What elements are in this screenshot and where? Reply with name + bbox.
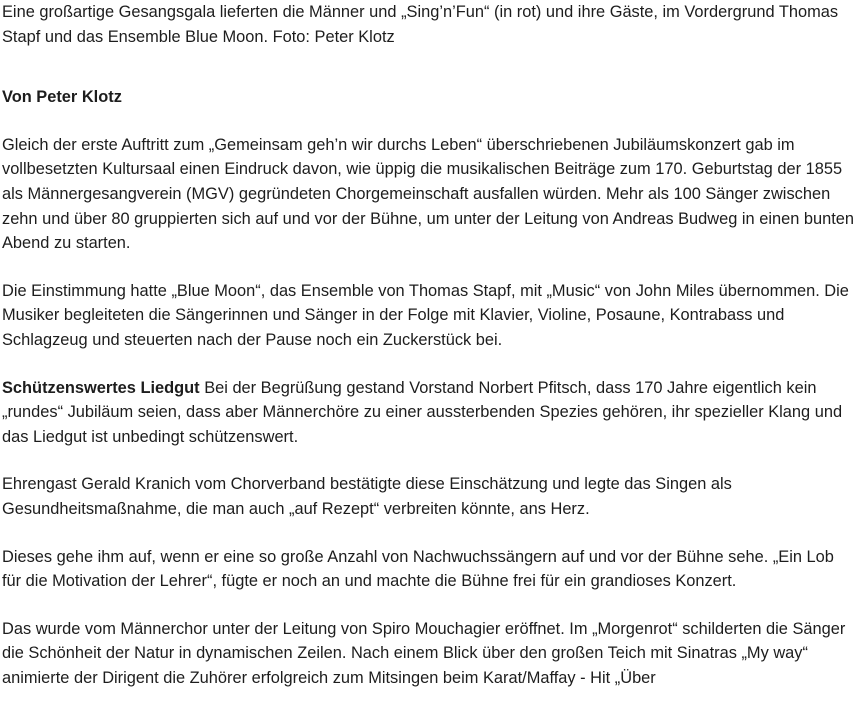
- paragraph-text: Gleich der erste Auftritt zum „Gemeinsam geh’n wir durchs Leben“ überschriebenen Jubiläumskonzert gab im vollbesetzten Kultursaal einen Eindruck davon, wie üppig die musikalischen Beiträge zum 170. Geburtstag der 1855 als Männergesangverein (MGV) gegründeten Chorgemeinschaft ausfallen würden. Mehr als 100 Sänger zwischen zehn und über 80 gruppierten sich auf und vor der Bühne, um unter der Leitung von Andreas Budweg in einen bunten Abend zu starten.: [2, 135, 855, 253]
- article-paragraph: [2, 279, 854, 353]
- article-paragraph: [2, 472, 854, 521]
- article-paragraph: [2, 133, 854, 256]
- paragraph-text: Ehrengast Gerald Kranich vom Chorverband bestätigte diese Einschätzung und legte das Singen als Gesundheitsmaßnahme, die man auch „auf Rezept“ verbreiten könnte, ans Herz.: [2, 475, 732, 518]
- paragraph-text: Dieses gehe ihm auf, wenn er eine so große Anzahl von Nachwuchssängern auf und vor der Bühne sehe. „Ein Lob für die Motivation der Lehrer“, fügte er noch an und machte die Bühne frei für ein grandioses Konzert.: [2, 547, 834, 591]
- article-paragraph: [2, 545, 854, 594]
- section-subheading: Schützenswertes Liedgut: [2, 378, 200, 397]
- paragraph-text: Bei der Begrüßung gestand Vorstand Norbert Pfitsch, dass 170 Jahre eigentlich kein „rundes“ Jubiläum seien, dass aber Männerchöre zu einer aussterbenden Spezies gehören, ihr spezieller Klang und das Liedgut ist unbedingt schützenswert.: [2, 378, 843, 446]
- photo-caption: Eine großartige Gesangsgala lieferten die Männer und „Sing’n’Fun“ (in rot) und ihre Gäste, im Vordergrund Thomas Stapf und das Ensemble Blue Moon. Foto: Peter Klotz: [2, 3, 839, 46]
- paragraph-text: Die Einstimmung hatte „Blue Moon“, das Ensemble von Thomas Stapf, mit „Music“ von John Miles übernommen. Die Musiker begleiteten die Sängerinnen und Sänger in der Folge mit Klavier, Violine, Posaune, Kontrabass und Schlagzeug und steuerten nach der Pause noch ein Zuckerstück bei.: [2, 281, 849, 349]
- paragraph-text: Das wurde vom Männerchor unter der Leitung von Spiro Mouchagier eröffnet. Im „Morgenrot“ schilderten die Sänger die Schönheit der Natur in dynamischen Zeilen. Nach einem Blick über den großen Teich mit Sinatras „My way“ animierte der Dirigent die Zuhörer erfolgreich zum Mitsingen beim Karat/Maffay - Hit „Über: [2, 619, 846, 687]
- article-paragraph: [2, 617, 854, 691]
- article-paragraph: [2, 376, 854, 450]
- author-byline: Von Peter Klotz: [2, 88, 122, 107]
- article-body: [2, 0, 854, 690]
